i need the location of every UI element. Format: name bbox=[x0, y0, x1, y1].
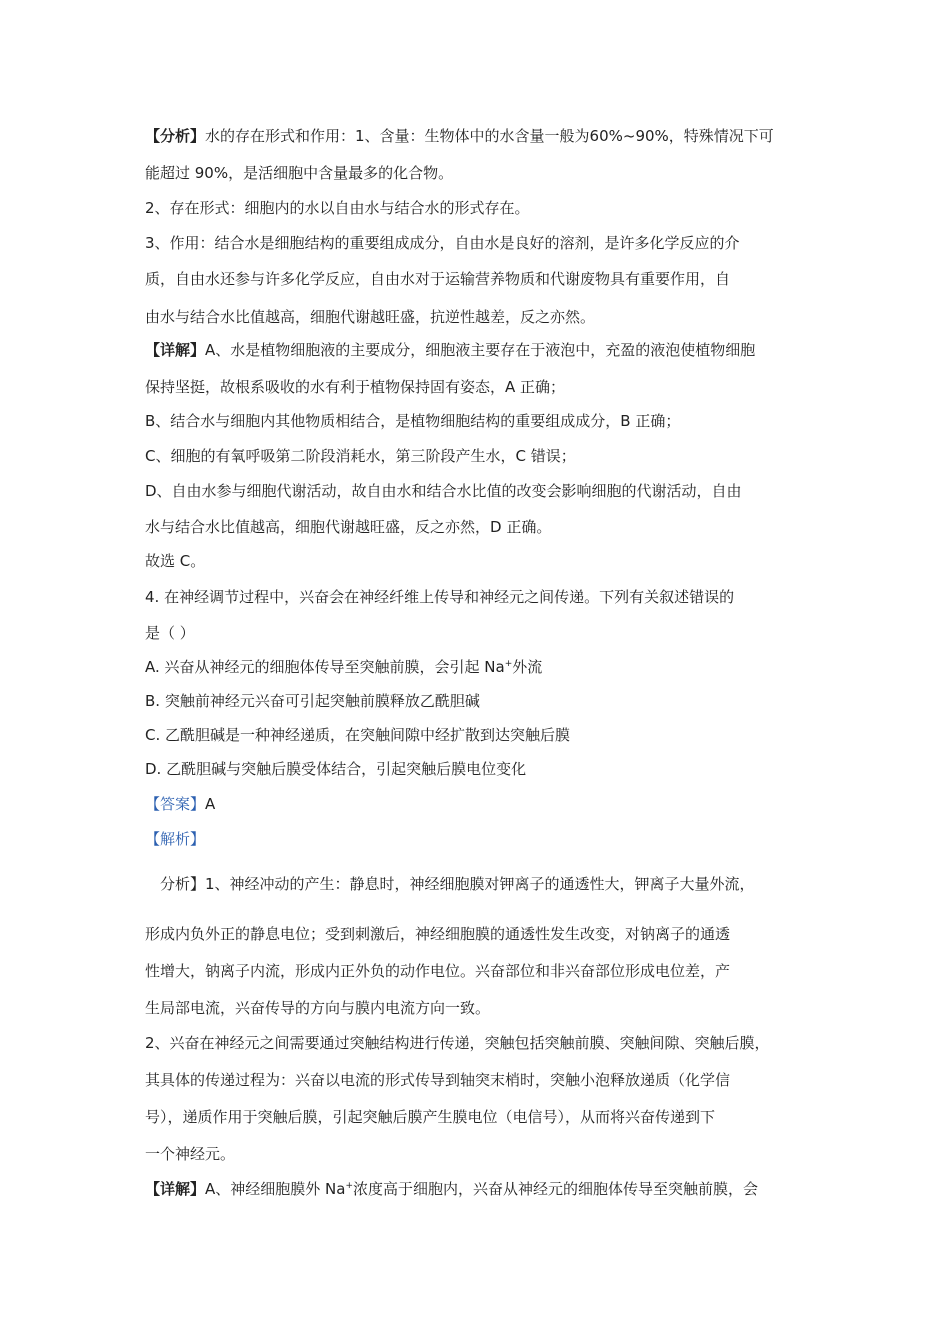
answer-line bbox=[145, 794, 215, 814]
detail1-line6: 水与结合水比值越高，细胞代谢越旺盛，反之亦然，D 正确。 bbox=[145, 518, 552, 536]
analysis2-line8: 一个神经元。 bbox=[145, 1145, 236, 1163]
detail-tag: 【详解】 bbox=[145, 1180, 206, 1198]
option-b: B. 突触前神经元兴奋可引起突触前膜释放乙酰胆碱 bbox=[145, 692, 480, 710]
analysis1-line5: 质，自由水还参与许多化学反应，自由水对于运输营养物质和代谢废物具有重要作用，自 bbox=[145, 270, 731, 288]
option-c: C. 乙酰胆碱是一种神经递质，在突触间隙中经扩散到达突触后膜 bbox=[145, 726, 571, 744]
analysis1-line3: 2、存在形式：细胞内的水以自由水与结合水的形式存在。 bbox=[145, 199, 530, 217]
question4-stem-line2: 是（ ） bbox=[145, 624, 195, 642]
analysis2-line3: 性增大，钠离子内流，形成内正外负的动作电位。兴奋部位和非兴奋部位形成电位差，产 bbox=[145, 962, 731, 980]
option-a: A. 兴奋从神经元的细胞体传导至突触前膜，会引起 Na+外流 bbox=[145, 658, 543, 676]
analysis1-line6: 由水与结合水比值越高，细胞代谢越旺盛，抗逆性越差，反之亦然。 bbox=[145, 308, 596, 326]
detail1-line1: 【详解】A、水是植物细胞液的主要成分，细胞液主要存在于液泡中，充盈的液泡使植物细胞 bbox=[145, 341, 756, 359]
question4-stem-line1: 4. 在神经调节过程中，兴奋会在神经纤维上传导和神经元之间传递。下列有关叙述错误的 bbox=[145, 588, 735, 606]
detail1-line7: 故选 C。 bbox=[145, 552, 206, 570]
answer-value: A bbox=[205, 795, 216, 813]
analysis1-line2: 能超过 90%，是活细胞中含量最多的化合物。 bbox=[145, 164, 454, 182]
detail2-line1: 【详解】A、神经细胞膜外 Na+浓度高于细胞内，兴奋从神经元的细胞体传导至突触前膜，会 bbox=[145, 1180, 759, 1198]
analysis2-line7: 号），递质作用于突触后膜，引起突触后膜产生膜电位（电信号），从而将兴奋传递到下 bbox=[145, 1108, 716, 1126]
analysis2-line5: 2、兴奋在神经元之间需要通过突触结构进行传递，突触包括突触前膜、突触间隙、突触后膜， bbox=[145, 1034, 770, 1052]
detail1-line3: B、结合水与细胞内其他物质相结合，是植物细胞结构的重要组成成分，B 正确； bbox=[145, 412, 681, 430]
analysis1-line1: 【分析】水的存在形式和作用：1、含量：生物体中的水含量一般为60%~90%，特殊情况下可 bbox=[145, 127, 774, 145]
analysis2-line4: 生局部电流，兴奋传导的方向与膜内电流方向一致。 bbox=[145, 999, 491, 1017]
detail1-line5: D、自由水参与细胞代谢活动，故自由水和结合水比值的改变会影响细胞的代谢活动，自由 bbox=[145, 482, 742, 500]
analysis1-line4: 3、作用：结合水是细胞结构的重要组成成分，自由水是良好的溶剂，是许多化学反应的介 bbox=[145, 234, 740, 252]
analysis2-line6: 其具体的传递过程为：兴奋以电流的形式传导到轴突末梢时，突触小泡释放递质（化学信 bbox=[145, 1071, 731, 1089]
analysis2-line1: 分析】1、神经冲动的产生：静息时，神经细胞膜对钾离子的通透性大，钾离子大量外流， bbox=[160, 875, 755, 893]
analysis-tag: 【分析】 bbox=[145, 127, 206, 145]
detail1-line4: C、细胞的有氧呼吸第二阶段消耗水，第三阶段产生水，C 错误； bbox=[145, 447, 576, 465]
detail-tag: 【详解】 bbox=[145, 341, 206, 359]
jiexi-tag: 【解析】 bbox=[145, 830, 206, 848]
option-d: D. 乙酰胆碱与突触后膜受体结合，引起突触后膜电位变化 bbox=[145, 760, 527, 778]
answer-tag: 【答案】 bbox=[145, 795, 206, 813]
analysis2-line2: 形成内负外正的静息电位；受到刺激后，神经细胞膜的通透性发生改变，对钠离子的通透 bbox=[145, 925, 731, 943]
detail1-line2: 保持坚挺，故根系吸收的水有利于植物保持固有姿态，A 正确； bbox=[145, 378, 566, 396]
